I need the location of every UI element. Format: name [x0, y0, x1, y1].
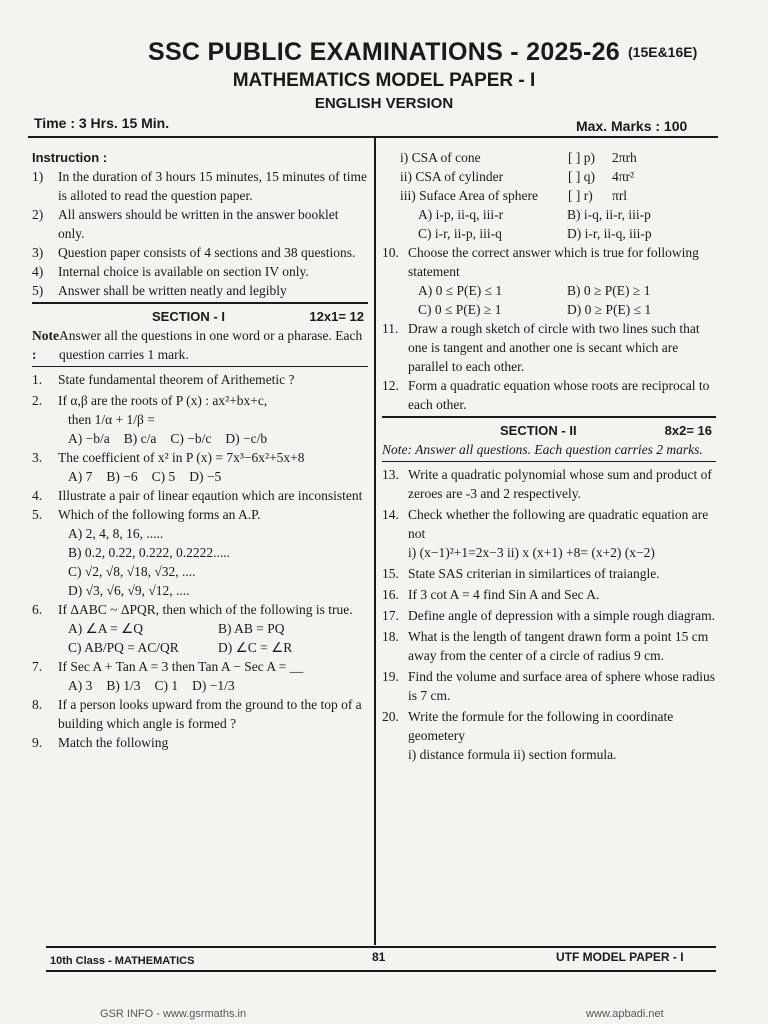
question-20: 20. Write the formule for the following in coordinate geometery: [382, 709, 674, 743]
section-2-marks: 8x2= 16: [664, 422, 712, 438]
option: D) −c/b: [225, 431, 268, 446]
version-label: ENGLISH VERSION: [314, 95, 454, 112]
match-row: ii) CSA of cylinder [ ] q) 4πr²: [400, 169, 635, 184]
section-2-note: Note: Answer all questions. Each question carries 2 marks.: [382, 441, 703, 457]
option: C) 1: [154, 678, 179, 693]
instruction-item: 1) In the duration of 3 hours 15 minutes, 15 minutes of time is alloted to read the question paper.: [32, 169, 367, 203]
option: A) 0 ≤ P(E) ≤ 1: [418, 283, 503, 298]
question-5: 5. Which of the following forms an A.P.: [32, 507, 261, 522]
section-1-marks: 12x1= 12: [309, 308, 364, 324]
paper-subtitle: MATHEMATICS MODEL PAPER - I: [232, 70, 536, 91]
match-row: i) CSA of cone [ ] p) 2πrh: [400, 150, 637, 165]
option: A) i-p, ii-q, iii-r: [418, 207, 504, 222]
instruction-item: 4) Internal choice is available on section IV only.: [32, 264, 309, 279]
question-7: 7. If Sec A + Tan A = 3 then Tan A − Sec A = __: [32, 659, 304, 674]
question-10: 10. Choose the correct answer which is true for following statement: [382, 245, 699, 279]
option: C) −b/c: [170, 431, 212, 446]
paper-code: (15E&16E): [628, 44, 698, 60]
footer-rule-bottom: [46, 970, 716, 972]
question-13: 13. Write a quadratic polynomial whose sum and product of zeroes are -3 and 2 respectively.: [382, 467, 712, 501]
question-2: 2. If α,β are the roots of P (x) : ax²+bx+c,: [32, 393, 268, 408]
match-row: iii) Suface Area of sphere [ ] r) πrl: [400, 188, 628, 203]
section-rule: [32, 302, 368, 304]
question-6-options: [32, 619, 368, 657]
question-2-line2: then 1/α + 1/β =: [68, 412, 155, 427]
source-url-right: www.apbadi.net: [586, 1008, 664, 1020]
question-9: 9. Match the following: [32, 735, 169, 750]
question-20-parts: i) distance formula ii) section formula.: [408, 747, 617, 762]
exam-title: SSC PUBLIC EXAMINATIONS - 2025-26: [147, 38, 621, 66]
section-2-heading: [382, 421, 716, 440]
footer-rule-top: [46, 946, 716, 948]
source-url-left: GSR INFO - www.gsrmaths.in: [100, 1008, 247, 1020]
instruction-item: 3) Question paper consists of 4 sections and 38 questions.: [32, 245, 356, 260]
option: C) 5: [151, 469, 176, 484]
footer-paper: UTF MODEL PAPER - I: [556, 950, 684, 964]
question-15: 15. State SAS criterian in similartices of traiangle.: [382, 566, 660, 581]
section-1-title: SECTION - I: [152, 308, 225, 324]
section-1-heading: [32, 307, 368, 326]
question-10-options: [382, 281, 716, 319]
option: D) i-r, ii-q, iii-p: [567, 226, 652, 241]
option: B) 1/3: [106, 678, 141, 693]
option: C) AB/PQ = AC/QR: [68, 640, 179, 655]
option: A) 2, 4, 8, 16, .....: [68, 526, 164, 541]
page-number: 81: [372, 950, 386, 964]
question-4: 4. Illustrate a pair of linear eqaution which are inconsistent: [32, 488, 363, 503]
column-divider: [374, 137, 376, 945]
question-19: 19. Find the volume and surface area of sphere whose radius is 7 cm.: [382, 669, 716, 703]
option: D) −1/3: [192, 678, 235, 693]
instruction-item: 5) Answer shall be written neatly and legibly: [32, 283, 287, 298]
option: D) −5: [189, 469, 222, 484]
option: A) 7: [68, 469, 93, 484]
question-3-options: [32, 467, 368, 486]
max-marks-label: Max. Marks : 100: [576, 118, 688, 134]
note-text: Answer all the questions in one word or a pharase. Each question carries 1 mark.: [59, 327, 363, 362]
question-8: 8. If a person looks upward from the ground to the top of a building which angle is formed ?: [32, 697, 362, 731]
section-rule: [382, 461, 716, 463]
instruction-item: 2) All answers should be written in the answer booklet only.: [32, 207, 339, 241]
option: B) 0.2, 0.22, 0.222, 0.2222.....: [68, 545, 230, 560]
section-rule: [32, 366, 368, 368]
question-14-parts: i) (x−1)²+1=2x−3 ii) x (x+1) +8= (x+2) (x−2): [408, 545, 655, 560]
question-3: 3. The coefficient of x² in P (x) = 7x³−6x²+5x+8: [32, 450, 305, 465]
option: C) 0 ≤ P(E) ≥ 1: [418, 302, 502, 317]
question-9-options: [382, 205, 716, 243]
question-17: 17. Define angle of depression with a simple rough diagram.: [382, 608, 716, 623]
option: A) −b/a: [68, 431, 110, 446]
question-7-options: [32, 676, 368, 695]
section-1-note: [32, 326, 368, 364]
option: B) −6: [106, 469, 138, 484]
footer-class: 10th Class - MATHEMATICS: [50, 955, 195, 967]
note-label: Note :: [32, 327, 59, 362]
option: D) √3, √6, √9, √12, ....: [68, 583, 190, 598]
option: B) c/a: [123, 431, 157, 446]
question-6: 6. If ΔABC ~ ΔPQR, then which of the following is true.: [32, 602, 353, 617]
question-12: 12. Form a quadratic equation whose roots are reciprocal to each other.: [382, 378, 710, 412]
right-column: [382, 148, 716, 764]
question-18: 18. What is the length of tangent drawn form a point 15 cm away from the center of a circle of radius 9 cm.: [382, 629, 709, 663]
question-14: 14. Check whether the following are quadratic equation are not: [382, 507, 709, 541]
question-1: 1. State fundamental theorem of Arithemetic ?: [32, 372, 295, 387]
option: B) 0 ≥ P(E) ≥ 1: [567, 283, 651, 298]
option: C) i-r, ii-p, iii-q: [418, 226, 502, 241]
question-11: 11. Draw a rough sketch of circle with two lines such that one is tangent and another one is secant which are parallel to each other.: [382, 321, 700, 374]
option: D) 0 ≥ P(E) ≤ 1: [567, 302, 652, 317]
option: B) AB = PQ: [218, 621, 285, 636]
question-16: 16. If 3 cot A = 4 find Sin A and Sec A.: [382, 587, 600, 602]
left-column: [32, 148, 368, 752]
option: B) i-q, ii-r, iii-p: [567, 207, 651, 222]
option: A) ∠A = ∠Q: [68, 621, 143, 636]
question-2-options: [32, 429, 368, 448]
option: D) ∠C = ∠R: [218, 640, 293, 655]
header-rule: [28, 136, 718, 138]
time-label: Time : 3 Hrs. 15 Min.: [34, 115, 170, 131]
option: C) √2, √8, √18, √32, ....: [68, 564, 196, 579]
section-2-title: SECTION - II: [500, 422, 577, 438]
option: A) 3: [68, 678, 93, 693]
section-rule: [382, 416, 716, 418]
instruction-heading: Instruction :: [32, 150, 108, 165]
